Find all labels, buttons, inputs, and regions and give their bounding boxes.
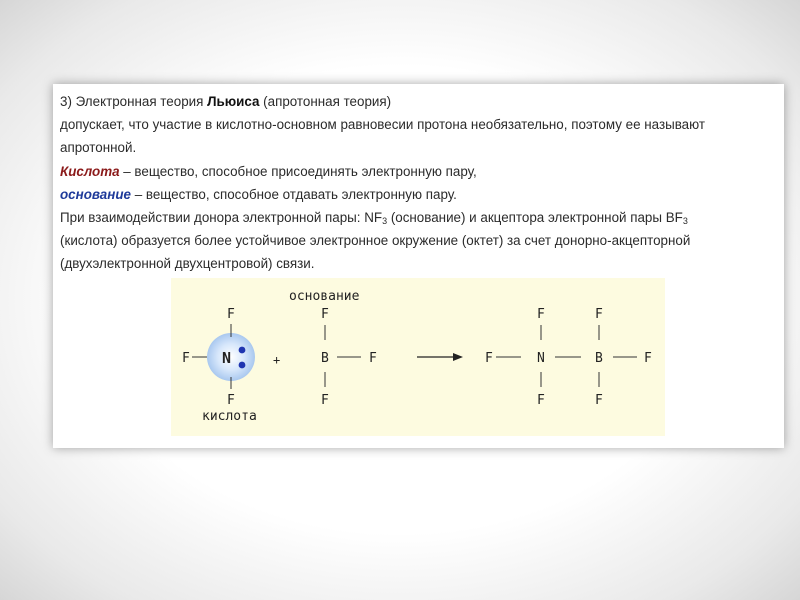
text-line-2: допускает, что участие в кислотно-основном равновесии протона необязательно, поэтому ее называют (60, 117, 705, 133)
subscript-3: 3 (682, 215, 688, 226)
text-line-8: (двухэлектронной двухцентровой) связи. (60, 256, 315, 272)
lewis-name: Льюиса (207, 94, 260, 109)
arrow-head (453, 353, 463, 361)
lewis-theory-text (60, 90, 778, 276)
atom-f: F (321, 307, 329, 322)
atom-f: F (485, 351, 493, 366)
reaction-diagram (171, 278, 665, 436)
base-def-text: – вещество, способное отдавать электронную пару. (130, 186, 457, 202)
electron-dot (239, 362, 246, 369)
atom-f: F (595, 307, 603, 322)
electron-dot (239, 347, 246, 354)
text-line-3: апротонной. (60, 140, 137, 156)
atom-b: B (321, 351, 329, 366)
heading-suffix: (апротонная теория) (259, 94, 392, 109)
atom-n: N (537, 351, 545, 366)
acid-term: Кислота (60, 163, 120, 179)
atom-n: N (222, 349, 232, 367)
line6-part-b: (основание) и акцептора электронной пары BF (387, 209, 683, 225)
text-line-1 (60, 90, 778, 113)
reaction-svg (171, 278, 665, 436)
base-definition (60, 183, 778, 206)
base-term: основание (60, 186, 131, 202)
atom-f: F (227, 393, 235, 408)
content-card (53, 84, 784, 448)
text-line-6 (60, 206, 778, 229)
atom-f: F (369, 351, 377, 366)
plus-sign: + (273, 353, 281, 367)
atom-f: F (644, 351, 652, 366)
atom-f: F (182, 351, 190, 366)
atom-f: F (321, 393, 329, 408)
text-line-7: (кислота) образуется более устойчивое электронное окружение (октет) за счет донорно-акцепторной (60, 233, 691, 249)
line6-part-a: При взаимодействии донора электронной пары: NF (60, 209, 383, 225)
acid-definition (60, 160, 778, 183)
atom-b: B (595, 351, 603, 366)
atom-f: F (537, 393, 545, 408)
acid-def-text: – вещество, способное присоединять электронную пару, (119, 163, 477, 179)
label-kislota: кислота (202, 409, 257, 424)
atom-f: F (595, 393, 603, 408)
subscript-3: 3 (382, 215, 388, 226)
label-osnovanie: основание (289, 289, 360, 304)
atom-f: F (537, 307, 545, 322)
heading-prefix: 3) Электронная теория (60, 94, 208, 109)
atom-f: F (227, 307, 235, 322)
